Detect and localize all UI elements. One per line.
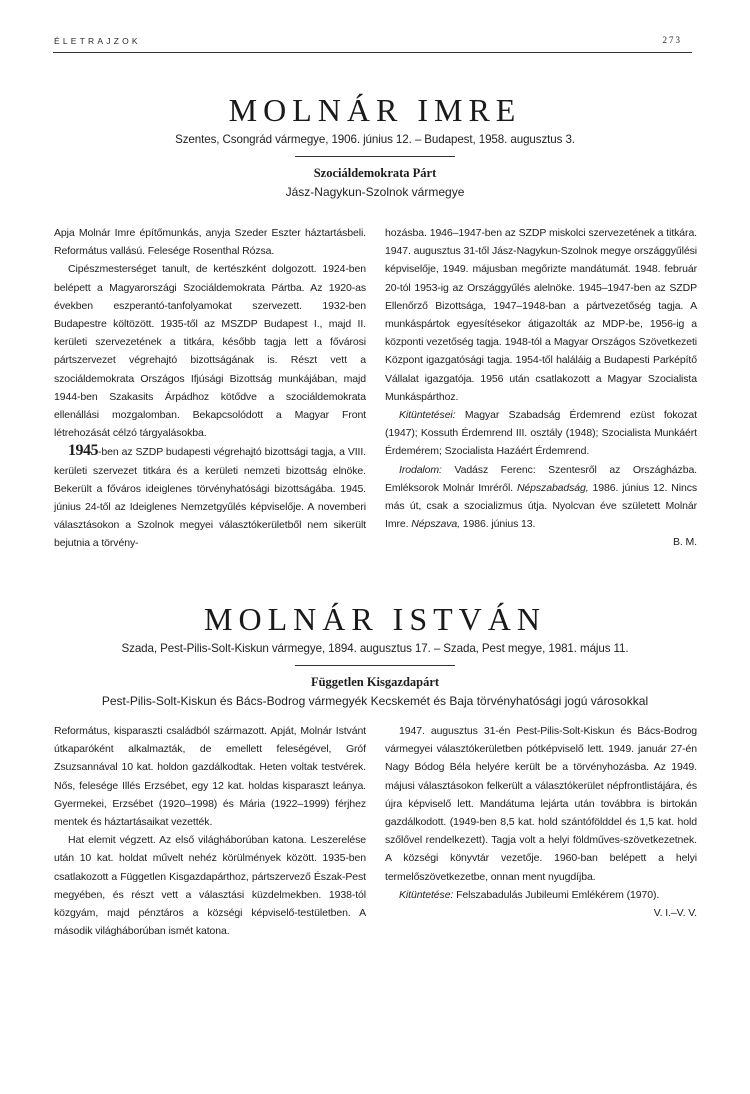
paragraph: Református, kisparaszti családból származott. Apját, Molnár Istvánt útkaparóként alkalmazták, de emellett feleségével, Gróf Zsuzsannával 10 kat. holdon gazdálkodtak. Heten voltak testvérek. Nős, felesége Illés Erzsébet, egy 12 kat. holdas kisparaszt leánya. Gyermekei, Erzsébet (1920–1998) és Mária (1922–1999) férjhez mentek és háztartásaikat vezették. [54,725,366,829]
initial-year: 1945 [68,442,98,460]
entry-party: Független Kisgazdapárt [310,675,440,689]
awards-text: Magyar Szabadság Érdemrend ezüst fokozat (1947); Kossuth Érdemrend III. osztály (1948); Szocialista Munkáért Érdemérem; Szocialista Hazáért Érdemrend. [385,409,697,458]
awards-paragraph [385,886,697,904]
entry-molnar-istvan [0,601,750,709]
entry-molnar-imre [0,92,750,200]
literature-text: 1986. június 12. Nincs más út, csak a szocializmus útja. Nyolcvan éve született Molnár Imre. [385,481,697,531]
entry-dates: Szada, Pest-Pilis-Solt-Kiskun vármegye, 1894. augusztus 17. – Szada, Pest megye, 1981. május 11. [121,642,629,655]
divider [295,665,455,666]
entry-name: MOLNÁR IMRE [228,92,522,128]
author-signature: V. I.–V. V. [653,907,697,920]
running-head: ÉLETRAJZOK [54,36,141,46]
header-rule [53,52,692,53]
entry-body-molnar-istvan [54,722,697,940]
left-column [54,722,366,940]
paragraph: Apja Molnár Imre építőmunkás, anyja Szeder Eszter háztartásbeli. Református vallású. Felesége Rosenthal Rózsa. [54,227,366,258]
source-title: Népszabadság, [516,481,589,494]
literature-label: Irodalom: [399,463,442,476]
literature-text: Vadász Ferenc: Szentesről az Országházba. Emléksorok Molnár Imréről. [385,463,697,494]
awards-paragraph [385,406,697,461]
entry-dates: Szentes, Csongrád vármegye, 1906. június 12. – Budapest, 1958. augusztus 3. [175,133,575,146]
paragraph [54,442,366,552]
entry-body-molnar-imre [54,224,697,553]
literature-text: 1986. június 13. [459,518,536,531]
right-column [385,224,697,553]
entry-name: MOLNÁR ISTVÁN [204,601,546,637]
awards-text: Felszabadulás Jubileumi Emlékérem (1970). [453,888,660,901]
paragraph: hozásba. 1946–1947-ben az SZDP miskolci szervezetének a titkára. 1947. augusztus 31-től Jász-Nagykun-Szolnok megye országgyűlési képviselője, 1949. májusban megőrizte mandátumát. 1948. február 20-tól 1953-ig az Országgyűlés alelnöke. 1945–1947-ben az SZDP Ellenőrző Bizottsága, 1947–1948-ban a pártvezetőség tagja. A munkáspártok egyesítésekor átigazolták az MDP-be, 1956-ig a központi vezetőség tagja. 1948-tól a Magyar Országos Szövetkezeti Központ igazgatósági tagja. 1954-től haláláig a Budapesti Parképítő Vállalat igazgatója. 1956 után csatlakozott a Magyar Szocialista Munkáspárthoz. [385,227,697,403]
paragraph-text: -ben az SZDP budapesti végrehajtó bizottsági tagja, a VIII. kerületi szervezet titkára és a kerületi nemzeti bizottság elnöke. Bekerült a főváros ideiglenes törvényhatósági bizottságába. 1945. június 24-től az Ideiglenes Nemzetgyűlés képviselője. A novemberi választásokon a Szolnok megyei választókerületből nem sikerült bejutnia a törvény- [54,446,366,550]
left-column [54,224,366,553]
author-signature: B. M. [672,536,697,549]
page-number: 273 [662,35,682,45]
entry-district: Jász-Nagykun-Szolnok vármegye [285,185,465,199]
awards-label: Kitüntetése: [399,888,454,901]
paragraph: Hat elemit végzett. Az első világháborúban katona. Leszerelése után 10 kat. holdat művelt nehéz körülmények között. 1935-ben csatlakozott a Független Kisgazdapárthoz, pártszervező Észak-Pest megyében, és részt vett a választási küzdelmekben. 1938-tól közgyám, majd pénztáros a községi képviselő-testületben. A második világháborúban ismét katona. [54,834,366,938]
divider [295,156,455,157]
literature-paragraph [385,461,697,534]
entry-party: Szociáldemokrata Párt [313,166,437,180]
awards-label: Kitüntetései: [399,409,456,422]
paragraph: 1947. augusztus 31-én Pest-Pilis-Solt-Kiskun és Bács-Bodrog vármegyei választókerületben pótképviselő lett. 1949. január 27-én Nagy Bódog Béla helyére került be a törvényhozásba. Az 1949. májusi választásokon felkerült a választókerület népfrontlistájára, és újra képviselő lett. Mandátuma lejárta után továbbra is birtokán gazdálkodott. (1949-ben 8,5 kat. hold szántófölddel és 1,5 kat. hold szőlővel rendelkezett). Tagja volt a helyi földműves-szövetkezetnek. A községi könyvtár vezetője. 1960-ban belépett a helyi termelőszövetkezetbe, onnan ment nyugdíjba. [385,725,697,883]
entry-district: Pest-Pilis-Solt-Kiskun és Bács-Bodrog vármegyék Kecskemét és Baja törvényhatósági jogú városokkal [101,694,649,708]
paragraph: Cipészmesterséget tanult, de kertészként dolgozott. 1924-ben belépett a Magyarországi Szociáldemokrata Pártba. Az 1920-as években eszperantó-tanfolyamokat szervezett. 1932-ben Budapestre költözött. 1935-től az MSZDP Budapest I., majd II. kerületi szervezetének a titkára, később tagja lett a fővárosi pártszervezet végrehajtó bizottságának is. Részt vett a szociáldemokrata Országos Ifjúsági Bizottság munkájában, majd 1944-ben Szakasits Árpádhoz kötődve a szociáldemokrata ellenállási mozgalomban. Bekapcsolódott a Magyar Front létrehozását célzó tárgyalásokba. [54,263,366,440]
right-column [385,722,697,940]
source-title: Népszava, [411,518,460,531]
